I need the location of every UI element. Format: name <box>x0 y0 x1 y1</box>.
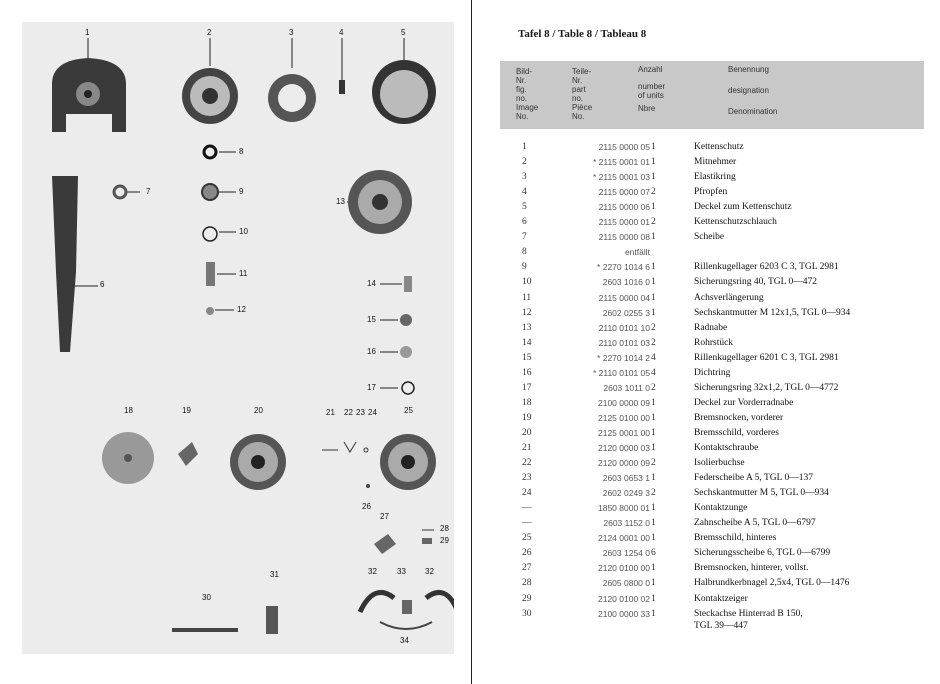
row-fig-number: 12 <box>522 307 532 318</box>
row-quantity: 1 <box>651 172 656 183</box>
callout-label: 30 <box>202 593 211 602</box>
row-fig-number: 15 <box>522 352 532 363</box>
row-quantity: 1 <box>651 518 656 529</box>
table-row <box>472 338 940 353</box>
header-col-fig: Bild- Nr. fig. no. Image No. <box>516 67 539 121</box>
row-quantity: 1 <box>651 473 656 484</box>
row-designation: Sicherungsscheibe 6, TGL 0—6799 <box>694 548 831 559</box>
row-designation: Deckel zur Vorderradnabe <box>694 397 794 408</box>
callout-label: 29 <box>440 536 449 545</box>
row-designation: Zahnscheibe A 5, TGL 0—6797 <box>694 518 816 529</box>
table-row <box>472 293 940 308</box>
row-fig-number: 19 <box>522 412 532 423</box>
row-part-number: entfällt <box>624 247 650 258</box>
row-quantity: 2 <box>651 337 656 348</box>
row-fig-number: — <box>522 503 532 514</box>
table-row <box>472 503 940 518</box>
table-row <box>472 458 940 473</box>
row-fig-number: 26 <box>522 548 532 559</box>
part-kettenschutzschlauch <box>52 176 78 352</box>
row-designation: Sechskantmutter M 12x1,5, TGL 0—934 <box>694 307 851 318</box>
row-fig-number: 22 <box>522 458 532 469</box>
part-elastikring <box>268 74 316 122</box>
part-8 <box>204 146 216 158</box>
callout-label: 7 <box>146 187 151 196</box>
row-part-number: 2120 0000 09 <box>598 458 650 469</box>
callout-label: 31 <box>270 570 279 579</box>
callout-label: 11 <box>239 269 248 278</box>
row-designation: Radnabe <box>694 322 728 333</box>
part-rohrstueck <box>404 276 412 292</box>
row-designation: Achsverlängerung <box>694 292 764 303</box>
row-part-number: 2603 1152 0 <box>603 518 650 529</box>
row-quantity: 2 <box>651 322 656 333</box>
row-designation: Mitnehmer <box>694 157 737 168</box>
table-row <box>472 368 940 383</box>
row-part-number: 2602 0255 3 <box>602 307 650 318</box>
table-row <box>472 142 940 157</box>
row-part-number: 2110 0101 03 <box>598 337 650 348</box>
callout-label: 20 <box>254 406 263 415</box>
row-part-number: 2120 0000 03 <box>598 443 650 453</box>
table-row <box>472 217 940 232</box>
table-row <box>472 473 940 488</box>
row-designation: Kettenschutz <box>694 142 744 152</box>
row-part-number: 2603 1011 0 <box>603 382 650 393</box>
row-part-number: * 2110 0101 05 <box>592 367 650 378</box>
table-row <box>472 232 940 247</box>
callout-label: 10 <box>239 227 248 236</box>
row-fig-number: 1 <box>522 142 527 152</box>
part-lager-15 <box>400 314 412 326</box>
row-fig-number: 20 <box>522 427 532 438</box>
callout-label: 1 <box>85 28 90 37</box>
row-part-number: 2120 0100 00 <box>598 563 650 574</box>
part-pfropfen <box>339 80 345 94</box>
callout-label: 5 <box>401 28 406 37</box>
row-part-number: 2603 0653 1 <box>602 473 650 484</box>
part-achsverlaengerung <box>206 262 215 286</box>
row-fig-number: 21 <box>522 443 532 453</box>
part-kettenschutz <box>52 58 126 132</box>
row-fig-number: 6 <box>522 217 527 228</box>
table-row <box>472 202 940 217</box>
table-row <box>472 262 940 277</box>
row-part-number: 1850 8000 01 <box>598 503 650 514</box>
row-fig-number: 14 <box>522 337 532 348</box>
row-designation: Kontaktzeiger <box>694 593 748 604</box>
row-quantity: 1 <box>651 232 656 243</box>
row-quantity: 4 <box>651 367 656 378</box>
row-designation: Steckachse Hinterrad B 150, <box>694 608 803 619</box>
row-designation: Rillenkugellager 6201 C 3, TGL 2981 <box>694 352 839 363</box>
callout-label: 23 <box>356 408 365 417</box>
table-row <box>472 172 940 187</box>
callout-label: 27 <box>380 512 389 521</box>
row-quantity: 1 <box>651 443 656 453</box>
callout-label: 17 <box>367 383 376 392</box>
row-quantity: 2 <box>651 458 656 469</box>
row-part-number: 2603 1254 0 <box>602 548 650 559</box>
callout-label: 14 <box>367 279 376 288</box>
callout-label: 16 <box>367 347 376 356</box>
parts-drawing <box>22 22 454 654</box>
callout-label: 22 <box>344 408 353 417</box>
part-bremsschild-hinteres <box>380 434 436 490</box>
callout-label: 3 <box>289 28 294 37</box>
row-fig-number: 8 <box>522 247 527 258</box>
table-row <box>472 443 940 458</box>
row-quantity: 4 <box>651 352 656 363</box>
row-quantity: 1 <box>651 608 656 619</box>
row-quantity: 2 <box>651 488 656 499</box>
callout-label: 34 <box>400 636 409 645</box>
row-fig-number: 10 <box>522 277 532 288</box>
row-designation: Bremsnocken, vorderer <box>694 412 784 423</box>
row-fig-number: 28 <box>522 578 532 589</box>
row-designation: Kontaktzunge <box>694 503 748 514</box>
row-quantity: 1 <box>651 533 656 544</box>
row-fig-number: 3 <box>522 172 527 183</box>
table-row <box>472 518 940 533</box>
row-quantity: 1 <box>651 157 656 168</box>
part-radnabe <box>348 170 412 234</box>
row-part-number: 2125 0100 00 <box>598 412 650 423</box>
row-designation: Sicherungsring 32x1,2, TGL 0—4772 <box>694 382 839 393</box>
part-bremsschild-vorderes <box>230 434 286 490</box>
callout-label: 4 <box>339 28 344 37</box>
table-row <box>472 428 940 443</box>
row-part-number: 2115 0000 01 <box>598 217 650 228</box>
table-row <box>472 187 940 202</box>
callout-label: 18 <box>124 406 133 415</box>
row-quantity: 1 <box>651 262 656 273</box>
part-rillenkugellager <box>202 184 218 200</box>
row-designation: Bremsschild, vorderes <box>694 427 779 438</box>
row-part-number: 2100 0000 09 <box>598 397 650 408</box>
header-col-qty: Anzahl number of units Nbre <box>638 65 666 113</box>
part-sicherungsring-17 <box>402 382 414 394</box>
row-designation: Rillenkugellager 6203 C 3, TGL 2981 <box>694 262 839 273</box>
row-fig-number: 2 <box>522 157 527 168</box>
row-fig-number: 9 <box>522 262 527 273</box>
table-row <box>472 308 940 323</box>
row-fig-number: 5 <box>522 202 527 213</box>
table-row <box>472 247 940 262</box>
row-quantity: 1 <box>651 578 656 589</box>
row-designation: Rohrstück <box>694 337 734 348</box>
part-bremsnocken-hinterer <box>374 534 396 554</box>
row-quantity: 1 <box>651 397 656 408</box>
row-fig-number: 11 <box>522 292 532 303</box>
part-bremsnocken-vorderer <box>178 442 198 466</box>
callout-label: 9 <box>239 187 244 196</box>
callout-label: 6 <box>100 280 105 289</box>
row-quantity: 6 <box>651 548 656 559</box>
row-quantity: 1 <box>651 503 656 514</box>
parts-list-page <box>471 0 940 684</box>
callout-label: 25 <box>404 406 413 415</box>
row-quantity: 1 <box>651 142 656 152</box>
row-designation: Sechskantmutter M 5, TGL 0—934 <box>694 488 829 499</box>
row-fig-number: — <box>522 518 532 529</box>
row-quantity: 1 <box>651 292 656 303</box>
row-part-number: 2125 0001 00 <box>598 427 650 438</box>
row-fig-number: 30 <box>522 608 532 619</box>
header-col-desc: Benennung designation Denomination <box>728 65 778 116</box>
row-part-number: 2120 0100 02 <box>598 593 650 604</box>
row-designation: Dichtring <box>694 367 731 378</box>
table-row <box>472 157 940 172</box>
part-deckel-kettenschutz <box>372 60 436 124</box>
row-designation: Kettenschutzschlauch <box>694 217 777 228</box>
row-part-number: 2124 0001 00 <box>598 533 650 544</box>
row-designation: Bremsnocken, hinterer, vollst. <box>694 563 809 574</box>
part-mitnehmer <box>182 68 238 124</box>
callout-label: 32 <box>368 567 377 576</box>
part-sicherungsscheibe <box>366 484 370 488</box>
row-part-number: 2115 0000 07 <box>598 187 650 198</box>
callout-label: 33 <box>397 567 406 576</box>
table-row <box>472 488 940 503</box>
row-designation: Scheibe <box>694 232 725 243</box>
row-fig-number: 18 <box>522 397 532 408</box>
row-part-number: 2605 0800 0 <box>602 578 650 589</box>
row-designation: Sicherungsring 40, TGL 0—472 <box>694 277 817 288</box>
callout-label: 21 <box>326 408 335 417</box>
row-designation: Kontaktschraube <box>694 443 759 453</box>
row-fig-number: 29 <box>522 593 532 604</box>
row-part-number: * 2270 1014 6 <box>597 262 650 273</box>
part-32-left <box>360 592 394 612</box>
table-row-continuation <box>472 621 940 636</box>
part-kontaktzeiger <box>422 538 432 544</box>
callout-label: 15 <box>367 315 376 324</box>
table-row <box>472 353 940 368</box>
part-sicherungsring <box>203 227 217 241</box>
row-quantity: 1 <box>651 427 656 438</box>
table-row <box>472 323 940 338</box>
row-part-number: 2115 0000 06 <box>598 202 650 213</box>
row-designation: Halbrundkerbnagel 2,5x4, TGL 0—1476 <box>694 578 850 589</box>
part-34 <box>380 622 432 629</box>
row-part-number: 2110 0101 10 <box>598 322 650 333</box>
table-row <box>472 563 940 578</box>
table-row <box>472 578 940 593</box>
row-part-number: 2115 0000 08 <box>598 232 650 243</box>
part-dichtring <box>400 346 412 358</box>
row-part-number: 2603 1016 0 <box>602 277 650 288</box>
table-row <box>472 594 940 609</box>
row-part-number: 2100 0000 33 <box>598 608 650 619</box>
callout-label: 32 <box>425 567 434 576</box>
row-designation: Federscheibe A 5, TGL 0—137 <box>694 473 813 484</box>
row-designation: Pfropfen <box>694 187 728 198</box>
table-row <box>472 277 940 292</box>
row-quantity: 1 <box>651 307 656 318</box>
row-quantity: 1 <box>651 412 656 423</box>
row-quantity: 1 <box>651 277 656 288</box>
row-fig-number: 24 <box>522 488 532 499</box>
row-fig-number: 27 <box>522 563 532 574</box>
callout-label: 28 <box>440 524 449 533</box>
callout-label: 24 <box>368 408 377 417</box>
table-row <box>472 398 940 413</box>
row-designation: Isolierbuchse <box>694 458 745 469</box>
part-scheibe <box>114 186 126 198</box>
part-deckel-vorderradnabe <box>102 432 154 484</box>
row-quantity: 2 <box>651 382 656 393</box>
part-sechskantmutter <box>206 307 214 315</box>
row-designation: Bremsschild, hinteres <box>694 533 777 544</box>
row-quantity: 2 <box>651 217 656 228</box>
page-title: Tafel 8 / Table 8 / Tableau 8 <box>518 28 647 40</box>
callout-label: 2 <box>207 28 212 37</box>
row-fig-number: 13 <box>522 322 532 333</box>
row-part-number: 2602 0249 3 <box>602 488 650 499</box>
exploded-parts-diagram <box>22 22 454 654</box>
callout-label: 12 <box>237 305 246 314</box>
row-part-number: 2115 0000 05 <box>598 142 650 152</box>
row-part-number: * 2115 0001 03 <box>592 172 650 183</box>
header-col-part: Teile- Nr. part no. Pièce No. <box>572 67 593 121</box>
callout-label: 13 <box>336 197 345 206</box>
callout-label: 26 <box>362 502 371 511</box>
row-designation: Elastikring <box>694 172 736 183</box>
table-row <box>472 383 940 398</box>
row-designation-continued: TGL 39—447 <box>694 620 748 631</box>
row-part-number: 2115 0000 04 <box>598 292 650 303</box>
part-kontaktschraube <box>322 442 368 452</box>
row-fig-number: 17 <box>522 382 532 393</box>
row-fig-number: 7 <box>522 232 527 243</box>
part-32-right <box>426 592 454 612</box>
part-steckachse <box>172 628 238 632</box>
row-quantity: 1 <box>651 202 656 213</box>
row-part-number: * 2270 1014 2 <box>597 352 650 363</box>
part-31 <box>266 606 278 634</box>
row-quantity: 1 <box>651 593 656 604</box>
part-33 <box>402 600 412 614</box>
row-quantity: 1 <box>651 563 656 574</box>
row-fig-number: 25 <box>522 533 532 544</box>
row-fig-number: 4 <box>522 187 527 198</box>
row-quantity: 2 <box>651 187 656 198</box>
table-row <box>472 413 940 428</box>
table-header <box>500 61 924 129</box>
table-row <box>472 533 940 548</box>
row-designation: Deckel zum Kettenschutz <box>694 202 792 213</box>
row-part-number: * 2115 0001 01 <box>592 157 650 168</box>
callout-label: 19 <box>182 406 191 415</box>
table-row <box>472 548 940 563</box>
row-fig-number: 23 <box>522 473 532 484</box>
callout-label: 8 <box>239 147 244 156</box>
row-fig-number: 16 <box>522 367 532 378</box>
